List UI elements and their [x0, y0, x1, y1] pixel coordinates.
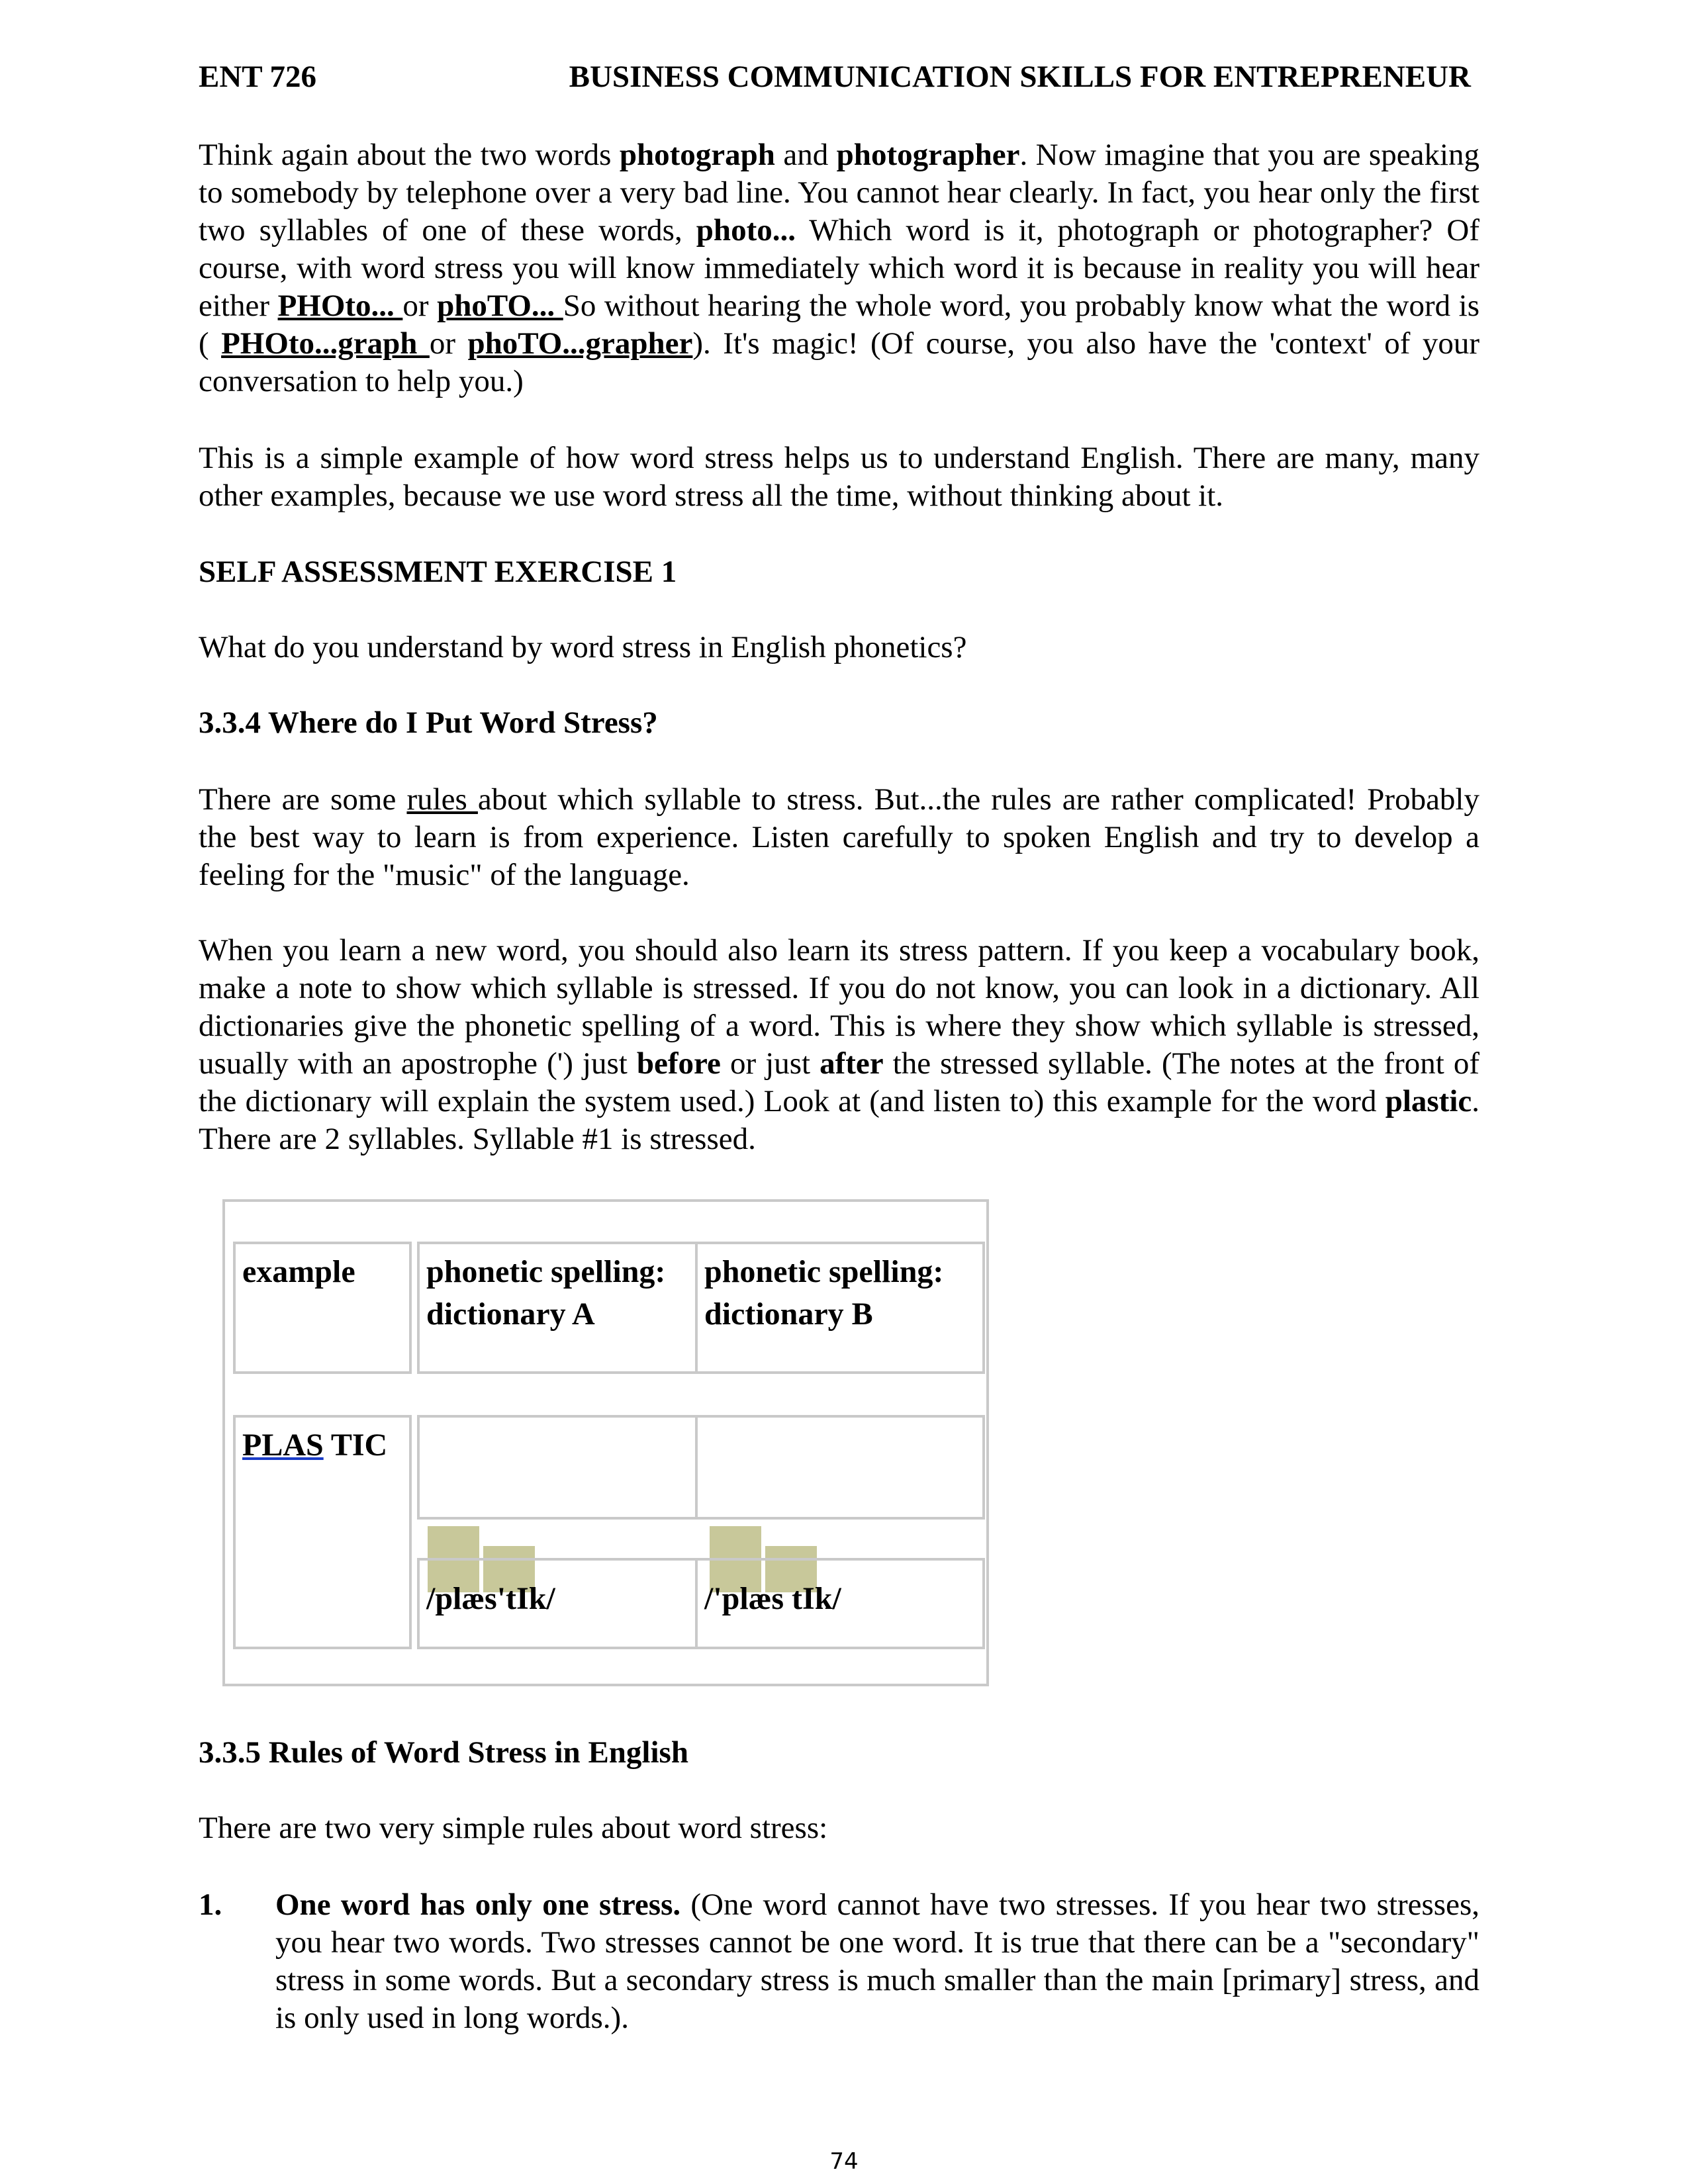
table-cell-empty-a — [417, 1415, 698, 1520]
word-photographer: photographer — [836, 138, 1020, 172]
course-title: BUSINESS COMMUNICATION SKILLS FOR ENTREPRENEUR — [569, 60, 1471, 94]
table-header-dictionary-a: phonetic spelling: dictionary A — [417, 1242, 698, 1374]
word-photo: photo... — [696, 213, 796, 248]
list-number: 1. — [199, 1888, 222, 1922]
list-item-rule-1: One word has only one stress. (One word cannot have two stresses. If you hear two stresses, you hear two words. Two stresses cannot be one word. It is true that there can be a "secondary" stress in some words. But a secondary stress is much smaller than the main [primary] stress, and is only used in long words.). — [275, 1888, 1479, 2035]
link-plas[interactable]: PLAS — [242, 1428, 324, 1463]
word-before: before — [636, 1046, 721, 1081]
stress-phoTOgrapher: phoTO...grapher — [467, 326, 693, 361]
stress-PHOto: PHOto... — [277, 289, 403, 323]
word-after: after — [820, 1046, 884, 1081]
section-heading-334: 3.3.4 Where do I Put Word Stress? — [199, 705, 658, 740]
paragraph-photograph: Think again about the two words photograph and photographer. Now imagine that you are speaking to somebody by telephone over a very bad line. You cannot hear clearly. In fact, you hear only the first two syllables of one of these words, photo... Which word is it, photograph or photographer? Of course, with word stress you will know immediately which word it is because in reality you will hear either PHOto... or phoTO... So without hearing the whole word, you probably know what the word is ( PHOto...graph or phoTO...grapher). It's magic! (Of course, you also have the 'context' of your conversation to help you.) — [199, 138, 1480, 398]
table-cell-dictionary-b: /'plæs tIk/ — [695, 1558, 985, 1649]
course-code: ENT 726 — [199, 60, 317, 94]
link-rules[interactable]: rules — [406, 782, 478, 817]
table-cell-dictionary-a: /plæs'tIk/ — [417, 1558, 698, 1649]
word-photograph: photograph — [619, 138, 775, 172]
section-heading-335: 3.3.5 Rules of Word Stress in English — [199, 1735, 688, 1770]
paragraph-new-word: When you learn a new word, you should also learn its stress pattern. If you keep a vocabulary book, make a note to show which syllable is stressed. If you do not know, you can look in a dictionary. All dictionaries give the phonetic spelling of a word. This is where they show which syllable is stressed, usually with an apostrophe (') just before or just after the stressed syllable. (The notes at the front of the dictionary will explain the system used.) Look at (and listen to) this example for the word plastic. There are 2 syllables. Syllable #1 is stressed. — [199, 933, 1479, 1156]
paragraph-two-rules: There are two very simple rules about word stress: — [199, 1811, 828, 1845]
stress-phoTO: phoTO... — [437, 289, 563, 323]
self-assessment-heading: SELF ASSESSMENT EXERCISE 1 — [199, 555, 677, 589]
table-cell-plastic: PLAS TIC — [233, 1415, 412, 1649]
word-plastic: plastic — [1385, 1084, 1472, 1118]
paragraph-rules: There are some rules about which syllable to stress. But...the rules are rather complicated! Probably the best way to learn is from experience. Listen carefully to spoken English and try to develop a feeling for the "music" of the language. — [199, 782, 1479, 892]
page-number: 74 — [829, 2148, 859, 2175]
table-header-dictionary-b: phonetic spelling: dictionary B — [695, 1242, 985, 1374]
table-header-example: example — [233, 1242, 412, 1374]
stress-PHOtograph: PHOto...graph — [221, 326, 430, 361]
paragraph-simple-example: This is a simple example of how word stress helps us to understand English. There are many, many other examples, because we use word stress all the time, without thinking about it. — [199, 441, 1479, 513]
table-cell-empty-b — [695, 1415, 985, 1520]
self-assessment-question: What do you understand by word stress in English phonetics? — [199, 630, 967, 664]
